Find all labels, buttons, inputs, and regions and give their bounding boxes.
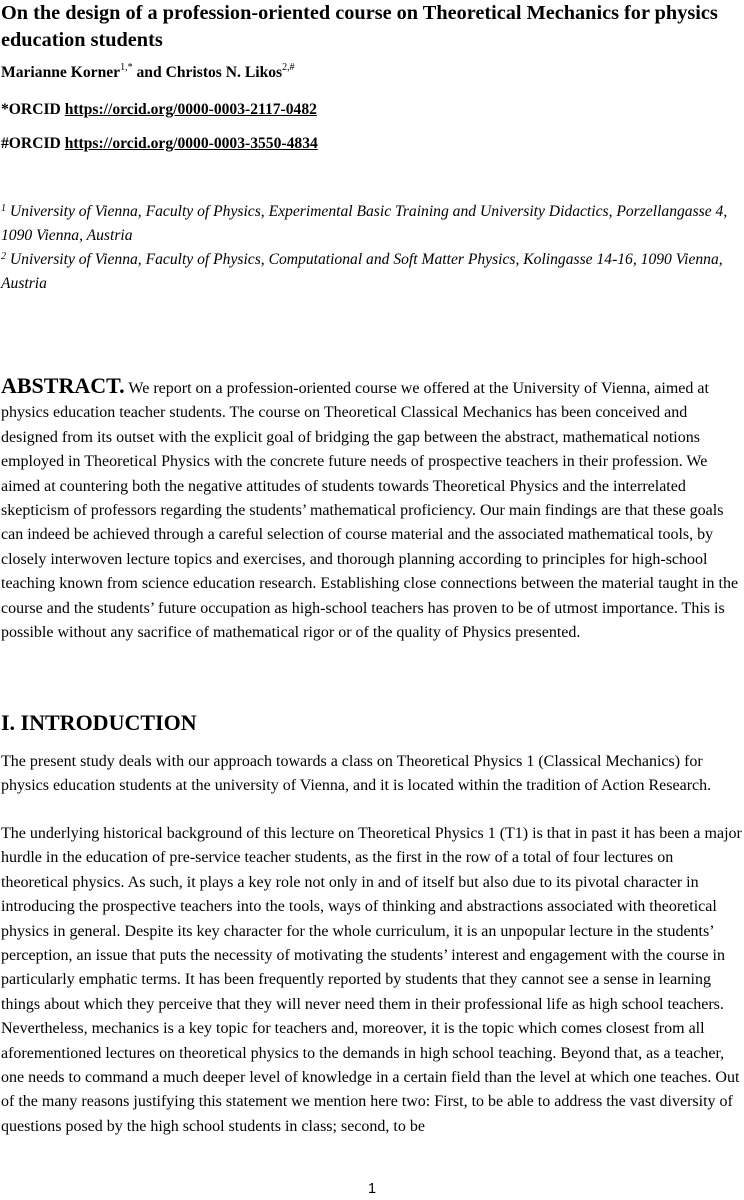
author-line [1, 63, 295, 82]
affiliation-2-marker: 2 [1, 251, 6, 262]
author-joiner: and [136, 64, 162, 82]
intro-paragraph-2: The underlying historical background of this lecture on Theoretical Physics 1 (T1) is that in past it has been a major hurdle in the education of pre-service teacher students, as the first in the row of a total of four lectures on theoretical physics. As such, it plays a key role not only in and of itself but also due to its pivotal character in introducing the prospective teachers into the tools, ways of thinking and abstractions associated with theoretical physics in general. Despite its key character for the whole curriculum, it is an unpopular lecture in the students’ perception, an issue that puts the necessity of motivating the students’ interest and engagement with the course in particularly emphatic terms. It has been frequently reported by students that they cannot see a sense in learning things about which they perceive that they will never need them in their professional life as high school teachers. Nevertheless, mechanics is a key topic for teachers and, moreover, it is the topic which comes closest from all aforementioned lectures on theoretical physics to the demands in high school teaching. Beyond that, as a teacher, one needs to command a much deeper level of knowledge in a certain field than the level at which one teaches. Out of the many reasons justifying this statement we mention here two: First, to be able to address the vast diversity of questions posed by the high school students in class; second, to be [1, 825, 742, 1135]
orcid-1-marker: *ORCID [1, 101, 61, 118]
author-2-name: Christos N. Likos [165, 64, 283, 82]
orcid-2-marker: #ORCID [1, 135, 61, 152]
affiliation-1-marker: 1 [1, 203, 6, 214]
intro-paragraph-1: The present study deals with our approach towards a class on Theoretical Physics 1 (Classical Mechanics) for physics education students at the university of Vienna, and it is located within the tradition of Action Research. [1, 753, 712, 795]
affiliation-1 [1, 200, 743, 248]
orcid-2-link[interactable]: https://orcid.org/0000-0003-3550-4834 [64, 135, 318, 152]
affiliation-2-text: University of Vienna, Faculty of Physics, Computational and Soft Matter Physics, Kolingasse 14-16, 1090 Vienna, Austria [1, 251, 723, 292]
abstract-label: ABSTRACT. [1, 373, 125, 398]
author-1-name: Marianne Korner [1, 64, 121, 82]
orcid-line-2 [1, 135, 318, 153]
author-2-affil-marker: 2,# [282, 62, 295, 73]
abstract [1, 374, 743, 645]
page-number: 1 [368, 1181, 377, 1197]
section-heading-introduction: I. INTRODUCTION [1, 710, 197, 735]
orcid-line-1 [1, 101, 317, 119]
affiliation-1-text: University of Vienna, Faculty of Physics, Experimental Basic Training and University Didactics, Porzellangasse 4, 1090 Vienna, Austria [1, 203, 728, 244]
affiliation-2 [1, 248, 743, 296]
paper-title: On the design of a profession-oriented course on Theoretical Mechanics for physics education students [1, 2, 718, 51]
orcid-1-link[interactable]: https://orcid.org/0000-0003-2117-0482 [64, 101, 317, 118]
author-1-affil-marker: 1,* [120, 62, 133, 73]
abstract-text: We report on a profession-oriented course we offered at the University of Vienna, aimed at physics education teacher students. The course on Theoretical Classical Mechanics has been conceived and designed from its outset with the explicit goal of bridging the gap between the abstract, mathematical notions employed in Theoretical Physics with the concrete future needs of prospective teachers in their profession. We aimed at countering both the negative attitudes of students towards Theoretical Physics and the interrelated skepticism of professors regarding the students’ mathematical proficiency. Our main findings are that these goals can indeed be achieved through a careful selection of course material and the associated mathematical tools, by closely interwoven lecture topics and exercises, and thorough planning according to principles for high-school teaching known from science education research. Establishing close connections between the material taught in the course and the students’ future occupation as high-school teachers has proven to be of utmost importance. This is possible without any sacrifice of mathematical rigor or of the quality of Physics presented. [1, 380, 739, 642]
